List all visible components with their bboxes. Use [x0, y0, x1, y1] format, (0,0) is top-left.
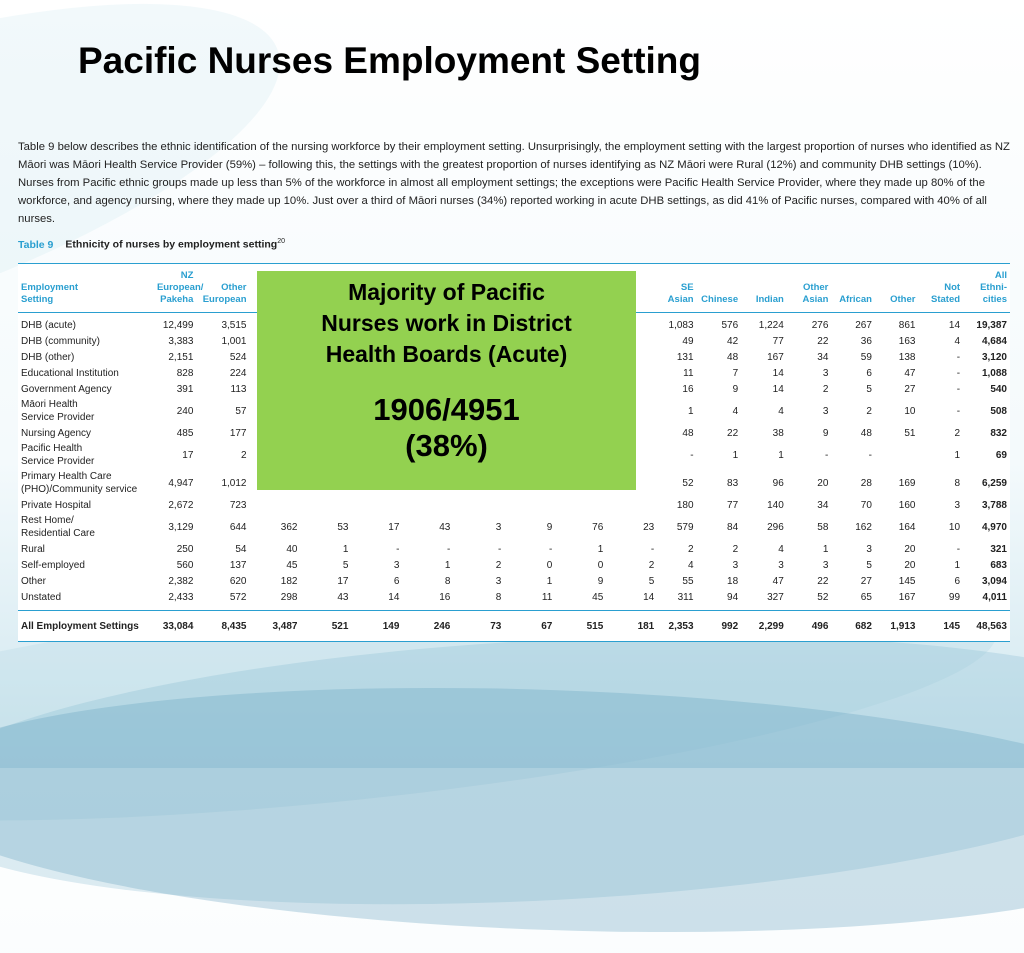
table-cell: 508: [990, 405, 1007, 417]
table-cell: 9: [822, 427, 829, 439]
table-cell: 17: [182, 449, 194, 461]
table-cell: 3,515: [221, 319, 247, 331]
table-cell: 3: [495, 575, 502, 587]
table-cell: 298: [280, 591, 298, 603]
callout-line: Health Boards (Acute): [325, 341, 568, 367]
table-cell: -: [956, 543, 961, 555]
table-cell: 3,129: [168, 521, 194, 533]
table-cell: 683: [990, 559, 1007, 571]
table-cell: 524: [229, 351, 247, 363]
table-cell: 27: [860, 575, 872, 587]
table-cell: -: [868, 449, 872, 461]
table-cell: 6,259: [981, 477, 1007, 489]
table-cell: 1,913: [875, 611, 919, 642]
table-cell: 4: [954, 335, 961, 347]
table-cell: 4: [778, 543, 784, 555]
table-cell: 43: [337, 591, 349, 603]
table-cell: 167: [898, 591, 916, 603]
table-cell: 3,094: [981, 575, 1007, 587]
table-cell: 2: [954, 427, 961, 439]
table-cell: 723: [229, 499, 247, 511]
table-cell: 48,563: [963, 611, 1010, 642]
row-label: Pacific Health Service Provider: [21, 443, 95, 467]
table-cell: 16: [682, 383, 694, 395]
table-cell: 167: [767, 351, 784, 363]
table-cell: 3: [778, 559, 784, 571]
table-cell: -: [825, 449, 829, 461]
table-cell: 250: [176, 543, 194, 555]
table-cell: 67: [504, 611, 555, 642]
table-cell: 321: [990, 543, 1007, 555]
table-cell: 496: [787, 611, 832, 642]
table-cell: 515: [555, 611, 606, 642]
table-cell: 48: [682, 427, 694, 439]
table-cell: 1: [778, 449, 784, 461]
table-cell: 69: [995, 449, 1007, 461]
table-cell: 682: [831, 611, 875, 642]
table-cell: 579: [676, 521, 694, 533]
table-cell: 40: [286, 543, 298, 555]
table-cell: 160: [898, 499, 916, 511]
table-cell: 1,083: [668, 319, 694, 331]
row-label: All Employment Settings: [18, 611, 154, 642]
table-cell: [606, 497, 657, 513]
callout-fraction: 1906/4951: [373, 392, 520, 427]
table-cell: 8: [444, 575, 451, 587]
table-cell: 3: [495, 521, 502, 533]
table-cell: 560: [176, 559, 194, 571]
table-cell: 149: [351, 611, 402, 642]
table-cell: 2: [648, 559, 655, 571]
table-cell: 65: [860, 591, 872, 603]
table-cell: 644: [229, 521, 247, 533]
column-header: Other European: [196, 264, 249, 313]
table-cell: 84: [727, 521, 739, 533]
table-cell: 3,120: [981, 351, 1007, 363]
table-cell: 832: [990, 427, 1007, 439]
table-cell: 180: [676, 499, 694, 511]
table-cell: 1: [954, 559, 961, 571]
table-cell: 4: [778, 405, 784, 417]
table-cell: 0: [597, 559, 604, 571]
table-cell: 2: [687, 543, 694, 555]
table-cell: 267: [855, 319, 872, 331]
row-label: Government Agency: [21, 383, 112, 395]
table-cell: [555, 497, 606, 513]
table-cell: 4,947: [168, 477, 194, 489]
table-cell: 861: [898, 319, 916, 331]
table-cell: 6: [866, 367, 872, 379]
table-cell: 1: [597, 543, 604, 555]
table-cell: 276: [811, 319, 829, 331]
slide-title: Pacific Nurses Employment Setting: [78, 40, 702, 81]
table-cell: 224: [229, 367, 247, 379]
callout-box: [257, 271, 636, 490]
table-row: [18, 557, 1010, 573]
table-cell: 58: [817, 521, 829, 533]
table-cell: 1: [954, 449, 961, 461]
callout-line: Majority of Pacific: [348, 279, 545, 305]
table-cell: 137: [229, 559, 247, 571]
table-cell: 20: [904, 543, 916, 555]
table-cell: [351, 497, 402, 513]
table-cell: 311: [677, 591, 694, 603]
table-cell: 3,788: [981, 499, 1007, 511]
table-cell: 2,299: [741, 611, 787, 642]
table-cell: 47: [772, 575, 784, 587]
table-cell: [875, 441, 919, 469]
table-cell: [250, 497, 301, 513]
table-cell: 131: [676, 351, 694, 363]
table-cell: 3: [393, 559, 400, 571]
table-cell: 3,383: [168, 335, 194, 347]
table-cell: 70: [860, 499, 872, 511]
table-cell: 55: [682, 575, 694, 587]
table-cell: 828: [176, 367, 194, 379]
table-cell: 113: [230, 383, 247, 395]
table-cell: 246: [402, 611, 453, 642]
table-cell: 169: [898, 477, 916, 489]
table-cell: 10: [948, 521, 961, 533]
table-cell: 34: [817, 351, 829, 363]
table-row: [18, 513, 1010, 541]
table-cell: 1,001: [221, 335, 247, 347]
table-cell: 521: [300, 611, 351, 642]
table-cell: 1: [342, 543, 349, 555]
table-cell: 182: [280, 575, 298, 587]
table-cell: -: [650, 543, 655, 555]
table-cell: 5: [866, 559, 872, 571]
table-cell: 164: [898, 521, 916, 533]
table-cell: 22: [817, 335, 829, 347]
table-cell: -: [548, 543, 553, 555]
row-label: Nursing Agency: [21, 427, 92, 439]
table-label: Ethnicity of nurses by employment setting: [65, 238, 278, 251]
table-cell: 140: [767, 499, 784, 511]
table-cell: 3: [866, 543, 872, 555]
table-cell: 20: [904, 559, 916, 571]
row-label: Primary Health Care (PHO)/Community service: [21, 471, 138, 495]
table-cell: 22: [817, 575, 829, 587]
table-cell: 1,012: [221, 477, 247, 489]
table-cell: 2: [732, 543, 739, 555]
row-label: Educational Institution: [21, 367, 119, 379]
table-row: [18, 589, 1010, 611]
table-cell: 14: [643, 591, 655, 603]
row-label: Māori Health Service Provider: [21, 399, 95, 423]
table-cell: 17: [337, 575, 349, 587]
table-caption: [18, 238, 285, 251]
table-cell: 12,499: [162, 319, 194, 331]
table-cell: 3,487: [250, 611, 301, 642]
row-label: Private Hospital: [21, 499, 92, 511]
table-cell: -: [447, 543, 451, 555]
table-cell: [453, 497, 504, 513]
table-cell: 240: [176, 405, 194, 417]
table-cell: 2,353: [657, 611, 696, 642]
table-cell: 181: [606, 611, 657, 642]
table-cell: 48: [727, 351, 739, 363]
table-number: Table 9: [18, 238, 54, 251]
table-cell: 52: [682, 477, 694, 489]
table-cell: 77: [772, 335, 784, 347]
table-cell: 11: [541, 591, 553, 603]
column-header: Not Stated: [918, 264, 963, 313]
table-row: [18, 497, 1010, 513]
intro-paragraph: Table 9 below describes the ethnic identification of the nursing workforce by their employment setting. Unsurprisingly, the employment setting with the largest proportion of nurses who identified as NZ Māori was Māori Health Service Provider (59%) – following this, the settings with the greatest proportion of nurses identifying as NZ Māori were Rural (12%) and community DHB settings (10%). Nurses from Pacific ethnic groups made up less than 5% of the workforce in almost all employment settings; the exceptions were Pacific Health Service Provider, where they made up 80% of the workforce, and agency nursing, where they made up 10%. Just over a third of Māori nurses (34%) reported working in acute DHB settings, as did 41% of Pacific nurses, compared with 40% of all nurses.: [18, 141, 1010, 225]
table-cell: 1: [687, 405, 694, 417]
table-cell: 99: [948, 591, 961, 603]
table-cell: 2: [495, 559, 502, 571]
table-cell: 9: [732, 383, 739, 395]
table-cell: 3: [822, 559, 829, 571]
row-label: DHB (community): [21, 335, 100, 347]
table-cell: 9: [546, 521, 553, 533]
table-cell: 3: [732, 559, 739, 571]
table-cell: 77: [727, 499, 739, 511]
table-cell: 14: [772, 367, 784, 379]
table-cell: 14: [948, 319, 961, 331]
table-cell: 4: [732, 405, 739, 417]
footnote-marker: 20: [277, 238, 285, 245]
table-cell: 11: [683, 367, 694, 379]
row-label: Unstated: [21, 591, 62, 603]
table-cell: -: [956, 367, 961, 379]
table-cell: 4: [687, 559, 694, 571]
column-header: All Ethni- cities: [963, 264, 1010, 313]
row-label: DHB (acute): [21, 319, 77, 331]
table-cell: 620: [229, 575, 247, 587]
table-cell: 8: [954, 477, 961, 489]
table-cell: 3: [822, 405, 829, 417]
table-cell: [504, 497, 555, 513]
table-cell: 19,387: [976, 319, 1007, 331]
column-header: Other: [875, 264, 919, 313]
table-cell: 18: [727, 575, 739, 587]
table-cell: 10: [904, 405, 916, 417]
table-cell: -: [956, 383, 961, 395]
table-cell: 1: [732, 449, 739, 461]
table-cell: 17: [388, 521, 400, 533]
table-cell: 14: [772, 383, 784, 395]
table-cell: 47: [904, 367, 916, 379]
table-row: [18, 573, 1010, 589]
column-header: Employment Setting: [18, 264, 154, 313]
table-cell: 2: [240, 449, 247, 461]
table-cell: 145: [918, 611, 963, 642]
table-cell: 45: [592, 591, 604, 603]
table-cell: 5: [648, 575, 655, 587]
table-cell: -: [396, 543, 400, 555]
table-cell: 36: [860, 335, 872, 347]
table-cell: 572: [229, 591, 247, 603]
table-cell: 327: [767, 591, 784, 603]
table-cell: 8: [495, 591, 502, 603]
table-cell: 48: [860, 427, 872, 439]
column-header: Other Asian: [787, 264, 832, 313]
column-header: African: [831, 264, 875, 313]
table-cell: 6: [393, 575, 400, 587]
table-cell: -: [956, 405, 961, 417]
callout-line: Nurses work in District: [321, 310, 572, 336]
table-cell: 53: [337, 521, 349, 533]
table-cell: 177: [229, 427, 247, 439]
table-cell: 7: [732, 367, 739, 379]
table-cell: 42: [727, 335, 739, 347]
table-cell: 162: [855, 521, 872, 533]
table-cell: 4,011: [982, 591, 1007, 603]
table-cell: 96: [772, 477, 784, 489]
table-cell: 362: [280, 521, 298, 533]
table-cell: 138: [898, 351, 916, 363]
table-cell: 6: [954, 575, 961, 587]
table-cell: 485: [176, 427, 194, 439]
row-label: Rest Home/ Residential Care: [21, 515, 95, 539]
table-cell: 0: [546, 559, 553, 571]
table-cell: 52: [817, 591, 829, 603]
row-label: Rural: [21, 543, 45, 555]
table-cell: 33,084: [154, 611, 196, 642]
table-cell: 59: [860, 351, 872, 363]
callout-percent: (38%): [405, 428, 488, 463]
table-cell: 2: [822, 383, 829, 395]
table-cell: 20: [817, 477, 829, 489]
table-cell: 34: [817, 499, 829, 511]
table-cell: 2,151: [168, 351, 194, 363]
table-cell: 22: [727, 427, 739, 439]
table-cell: 83: [727, 477, 739, 489]
table-cell: 1: [822, 543, 829, 555]
row-label: Other: [21, 575, 47, 587]
table-row: [18, 541, 1010, 557]
table-cell: 38: [772, 427, 784, 439]
total-row: [18, 611, 1010, 642]
table-cell: 4,970: [981, 521, 1007, 533]
table-cell: 3: [954, 499, 961, 511]
table-cell: 76: [592, 521, 604, 533]
row-label: Self-employed: [21, 559, 85, 571]
table-cell: 163: [898, 335, 916, 347]
table-cell: 1: [546, 575, 553, 587]
table-cell: 94: [727, 591, 739, 603]
table-cell: 1,088: [981, 367, 1007, 379]
table-cell: 28: [860, 477, 872, 489]
table-cell: 145: [898, 575, 916, 587]
table-cell: 576: [721, 319, 739, 331]
row-label: DHB (other): [21, 351, 75, 363]
table-cell: -: [690, 449, 694, 461]
table-cell: 2,433: [168, 591, 194, 603]
table-cell: -: [498, 543, 502, 555]
table-cell: 14: [388, 591, 400, 603]
table-cell: -: [956, 351, 961, 363]
table-cell: 296: [767, 521, 784, 533]
table-cell: 45: [286, 559, 298, 571]
column-header: Indian: [741, 264, 787, 313]
table-cell: 43: [439, 521, 451, 533]
table-cell: 2: [866, 405, 872, 417]
table-cell: 3: [822, 367, 829, 379]
table-cell: 1,224: [758, 319, 784, 331]
table-cell: 2,382: [168, 575, 194, 587]
table-cell: 73: [453, 611, 504, 642]
table-cell: 23: [643, 521, 655, 533]
table-cell: 27: [904, 383, 916, 395]
table-cell: 2,672: [168, 499, 194, 511]
table-cell: 51: [904, 427, 916, 439]
column-header: NZ European/ Pakeha: [154, 264, 196, 313]
table-cell: [300, 497, 351, 513]
table-cell: 16: [439, 591, 451, 603]
column-header: Chinese: [697, 264, 742, 313]
table-cell: 8,435: [196, 611, 249, 642]
table-cell: 9: [597, 575, 604, 587]
table-cell: 54: [235, 543, 247, 555]
column-header: SE Asian: [657, 264, 696, 313]
table-cell: 57: [235, 405, 247, 417]
table-cell: [402, 497, 453, 513]
table-cell: 5: [866, 383, 872, 395]
table-cell: 1: [444, 559, 451, 571]
table-cell: 4,684: [981, 335, 1007, 347]
table-cell: 540: [990, 383, 1007, 395]
table-cell: 49: [682, 335, 694, 347]
table-cell: 391: [176, 383, 194, 395]
table-cell: 5: [342, 559, 349, 571]
table-cell: 992: [697, 611, 742, 642]
